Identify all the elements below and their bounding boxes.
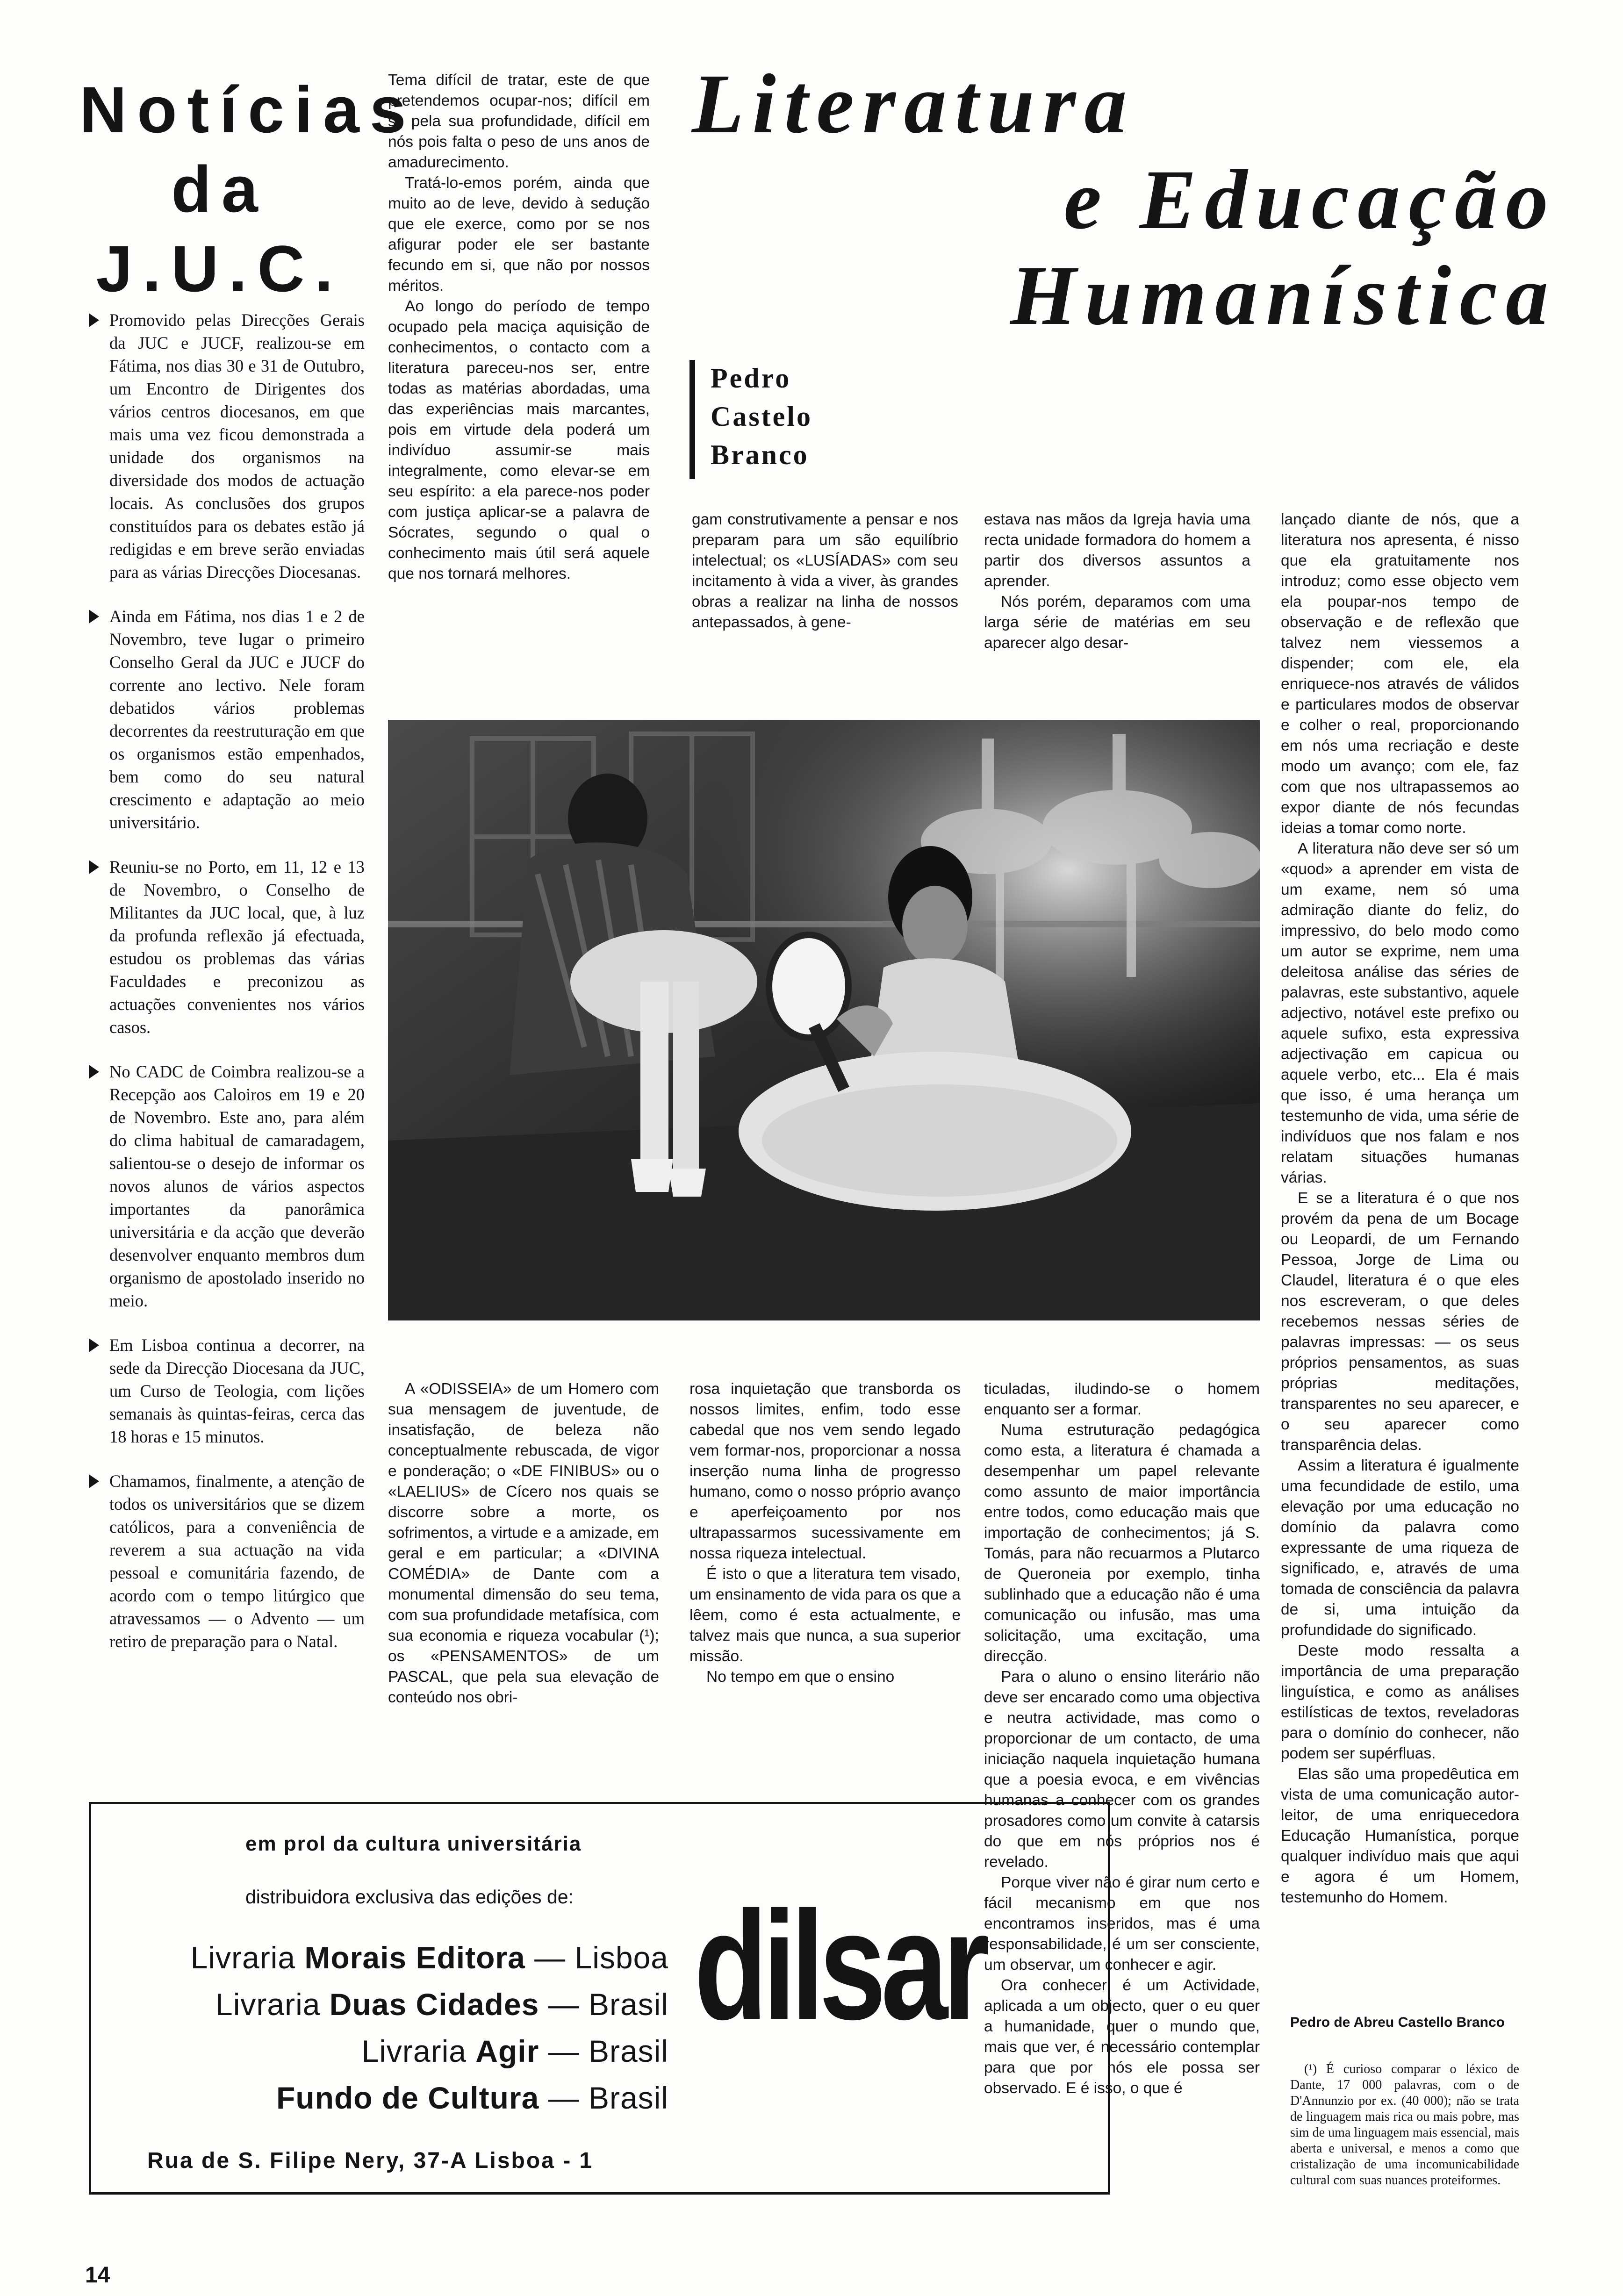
article-paragraph: A «ODISSEIA» de um Homero com sua mensagem de juventude, de insatisfação, de beleza não conceptualmente rebuscada, de vigor e ponderação; o «DE FINIBUS» ou o «LAELIUS» de Cícero nos quais se discorre sobre a morte, os sofrimentos, a virtude e a amizade, em geral e em particular; a «DIVINA COMÉDIA» de Dante com a monumental dimensão do seu tema, com sua profundidade metafísica, com sua economia e riqueza vocabular (¹); os «PENSAMENTOS» de um PASCAL, que pela sua elevação de conteúdo nos obri-	[388, 1380, 659, 1706]
juc-title-line-3: J.U.C.	[96, 232, 344, 305]
juc-news-title	[79, 70, 417, 309]
ad-publisher-prefix: Livraria	[190, 1940, 305, 1975]
juc-news-item	[89, 855, 365, 1039]
bullet-triangle-icon	[89, 1065, 99, 1079]
article-paragraph: Deste modo ressalta a importância de uma preparação linguística, e como as análises estilísticas de textos, reveladoras para o domínio do conhecer, não podem ser supérfluas.	[1281, 1642, 1519, 1762]
juc-news-item	[89, 605, 365, 834]
article-paragraph: estava nas mãos da Igreja havia uma recta unidade formadora do homem a partir dos diversos assuntos a aprender.	[984, 511, 1250, 590]
article-title-line-2: e Educação	[1063, 153, 1557, 247]
article-paragraph: Elas são uma propedêutica em vista de uma comunicação autor-leitor, de uma enriquecedora Educação Humanística, porque qualquer indivíduo mais que aqui e agora é um Homem, testemunho do Homem.	[1281, 1765, 1519, 1906]
article-footnote	[1290, 2061, 1519, 2188]
ad-publisher-line	[215, 1987, 668, 2022]
ad-publisher-name: Agir	[475, 2034, 539, 2068]
author-line: Branco	[711, 439, 809, 470]
article-paragraph: ticuladas, iludindo-se o homem enquanto ser a formar.	[984, 1380, 1260, 1418]
article-paragraph: gam construtivamente a pensar e nos preparam para um são equilíbrio intelectual; os «LUSÍADAS» com seu incitamento à vida a viver, às grandes obras a realizar na linha de nossos antepassados, à gene-	[692, 511, 958, 631]
article-paragraph: Assim a literatura é igualmente uma fecundidade de estilo, uma elevação por uma educação no domínio da palavra como expressante de uma riqueza de significado, e, através de uma tomada de consciência da palavra de si, uma intuição da profundidade do significado.	[1281, 1457, 1519, 1639]
ad-publisher-name: Morais Editora	[304, 1940, 525, 1975]
article-paragraph: No tempo em que o ensino	[706, 1668, 895, 1686]
article-paragraph: Tratá-lo-emos porém, ainda que muito ao de leve, devido à sedução que ele exerce, como por se nos afigurar poder ele ser bastante fecundo em si, que não por nossos méritos.	[388, 174, 650, 294]
ad-publisher-name: Fundo de Cultura	[276, 2081, 539, 2115]
bullet-triangle-icon	[89, 1338, 99, 1352]
ad-publisher-line	[362, 2033, 668, 2069]
article-author	[711, 359, 812, 474]
article-paragraph: Nós porém, deparamos com uma larga série de matérias em seu aparecer algo desar-	[984, 593, 1250, 652]
juc-title-line-1: Notícias	[79, 73, 417, 146]
juc-news-text: Reuniu-se no Porto, em 11, 12 e 13 de Novembro, o Conselho de Militantes da JUC local, que, à luz da profunda reflexão já efectuada, estudou os problemas das várias Faculdades e preconizou as actuações convenientes nos vários casos.	[109, 857, 365, 1037]
juc-news-text: Promovido pelas Direcções Gerais da JUC e JUCF, realizou-se em Fátima, nos dias 30 e 31 de Outubro, um Encontro de Dirigentes dos vários centros diocesanos, em que mais uma vez ficou demonstrada a unidade dos organismos na diversidade dos modos de actuação locais. As conclusões dos grupos constituídos para os debates estão já redigidas e em breve serão enviadas para as várias Direcções Diocesanas.	[109, 310, 365, 581]
juc-news-item	[89, 1060, 365, 1312]
author-line: Pedro	[711, 363, 791, 394]
bullet-triangle-icon	[89, 313, 99, 327]
juc-news-list	[89, 309, 365, 1674]
ad-publisher-prefix: Livraria	[361, 2034, 476, 2068]
article-paragraph: Numa estruturação pedagógica como esta, a literatura é chamada a desempenhar um papel relevante como assunto de maior importância entre todos, como educação mais que importação de conhecimentos; já S. Tomás, para não recuarmos a Plutarco de Queroneia por exemplo, tinha sublinhado que a educação não é uma comunicação ou infusão, mas uma solicitação, uma excitação, uma direcção.	[984, 1421, 1260, 1665]
article-column-5	[388, 1379, 659, 1708]
juc-news-text: No CADC de Coimbra realizou-se a Recepção aos Caloiros em 19 e 20 de Novembro. Este ano, para além do clima habitual de camaradagem, salientou-se o desejo de informar os novos alunos de vários aspectos importantes da panorâmica universitária e da acção que deverão desenvolver enquanto membros dum organismo de apostolado inserido no meio.	[109, 1062, 365, 1310]
dilsar-advertisement	[89, 1802, 1110, 2195]
ad-tagline: em prol da cultura universitária	[245, 1832, 582, 1855]
ad-publisher-line	[191, 1940, 668, 1975]
ad-distributor-line: distribuidora exclusiva das edições de:	[245, 1886, 574, 1908]
ad-publisher-prefix: Livraria	[215, 1987, 330, 2022]
juc-news-item	[89, 1470, 365, 1653]
ad-publisher-place: — Brasil	[539, 1987, 668, 2022]
article-title-line-3: Humanística	[1010, 249, 1557, 343]
article-signature: Pedro de Abreu Castello Branco	[1290, 2015, 1505, 2030]
author-line: Castelo	[711, 401, 812, 432]
article-paragraph: Ao longo do período de tempo ocupado pela maciça aquisição de conhecimentos, o contacto com a literatura pareceu-nos ser, entre todas as matérias abordadas, uma das experiências mais marcantes, pois em virtude dela poderá um indivíduo assumir-se mais integralmente, como elevar-se em seu espírito: a ela parece-nos poder com justiça aplicar-se a palavra de Sócrates, segundo o qual o conhecimento mais útil será aquele que nos tornará melhores.	[388, 298, 650, 582]
juc-news-text: Em Lisboa continua a decorrer, na sede da Direcção Diocesana da JUC, um Curso de Teologia, com lições semanais às quintas-feiras, cerca das 18 horas e 15 minutos.	[109, 1335, 365, 1446]
ad-publisher-place: — Brasil	[539, 2034, 668, 2068]
juc-news-item	[89, 309, 365, 583]
article-column-6	[689, 1379, 961, 1687]
bullet-triangle-icon	[89, 610, 99, 624]
footnote-text: (¹) É curioso comparar o léxico de Dante, 17 000 palavras, com o de D'Annunzio por ex. (40 000); não se trata de linguagem mais rica ou mais pobre, mas sim de uma linguagem mais essencial, mais aberta e universal, e menos a como que cristalização de uma incomunicabilidade cultural com suas nuances proteiformes.	[1290, 2062, 1519, 2188]
article-paragraph: Porque viver não é girar num certo e fácil mecanismo em que nos encontramos inseridos, mas é uma responsabilidade, é um ser consciente, um observar, um conhecer e agir.	[984, 1874, 1260, 1973]
article-title	[654, 56, 1566, 344]
author-rule	[689, 360, 695, 479]
page-number: 14	[85, 2263, 110, 2288]
juc-news-item	[89, 1334, 365, 1448]
juc-title-line-2: da	[171, 152, 268, 226]
article-paragraph: rosa inquietação que transborda os nossos limites, enfim, todo esse cabedal que nos vem sendo legado vem formar-nos, proporcionar a nossa inserção numa linha de progresso humano, como o nosso próprio avanço e aperfeiçoamento por nos ultrapassarmos sucessivamente em nossa riqueza intelectual.	[689, 1380, 961, 1562]
article-column-2	[692, 509, 958, 633]
ad-address: Rua de S. Filipe Nery, 37-A Lisboa - 1	[147, 2148, 594, 2173]
ad-publisher-place: — Lisboa	[525, 1940, 668, 1975]
article-title-line-1: Literatura	[692, 57, 1135, 151]
ad-publisher-place: — Brasil	[539, 2081, 668, 2115]
article-paragraph: lançado diante de nós, que a literatura nos apresenta, é nisso que ela gratuitamente nos introduz; como esse objecto vem ela poupar-nos tempo de observação e de reflexão que talvez nem viessemos a dispender; com ele, ela enriquece-nos através de válidos e particulares modos de observar e colher o real, proporcionando em nós uma recriação e deste modo um avanço; com ele, faz com que nos ultrapassemos ao expor diante de nós fecundas ideias a tomar como norte.	[1281, 511, 1519, 837]
ballet-dancers-photo	[388, 720, 1260, 1320]
article-paragraph: A literatura não deve ser só um «quod» a aprender em vista de um exame, nem só uma admiração diante do feliz, do impressivo, do belo modo como um autor se exprime, nem uma deleitosa análise das séries de palavras, este substantivo, aquele adjectivo, notável este prefixo ou aquele sufixo, esta expressiva adjectivação em capicua ou aquele verbo, etc... Ela é mais que isso, é uma herança um testemunho de vida, uma série de indivíduos que nos falam e nos relatam situações humanas várias.	[1281, 840, 1519, 1186]
article-paragraph: Ora conhecer é um Actividade, aplicada a um objecto, quer o eu quer a humanidade, quer o mundo que, mais que ver, é necessário contemplar para que por nós ele possa ser observado. E é isso, o que é	[984, 1977, 1260, 2097]
bullet-triangle-icon	[89, 1474, 99, 1488]
article-paragraph: E se a literatura é o que nos provém da pena de um Bocage ou Leopardi, de um Fernando Pessoa, Jorge de Lima ou Claudel, literatura é o que eles nos escreveram, o que deles recebemos nessas séries de palavras impressas: — os seus próprios pensamentos, as suas próprias meditações, transparentes no seu aparecer, e o seu aparecer como transparência delas.	[1281, 1190, 1519, 1454]
article-column-3	[984, 509, 1250, 653]
ad-publisher-line	[276, 2080, 668, 2116]
juc-news-text: Chamamos, finalmente, a atenção de todos os universitários que se dizem católicos, para a conveniência de reverem a sua actuação na vida pessoal e comunitária fazendo, de acordo com o tempo litúrgico que atravessamos — o Advento — um retiro de preparação para o Natal.	[109, 1471, 365, 1651]
ad-publisher-name: Duas Cidades	[329, 1987, 539, 2022]
juc-news-text: Ainda em Fátima, nos dias 1 e 2 de Novembro, teve lugar o primeiro Conselho Geral da JUC e JUCF do corrente ano lectivo. Nele foram debatidos vários problemas decorrentes da reestruturação em que os organismos estão empenhados, bem como do seu natural crescimento e adaptação ao meio universitário.	[109, 607, 365, 832]
article-paragraph: É isto o que a literatura tem visado, um ensinamento de vida para os que a lêem, como é esta actualmente, e talvez mais que nunca, a sua superior missão.	[689, 1565, 961, 1665]
dilsar-logo: dilsar	[694, 1879, 985, 2052]
article-paragraph: Para o aluno o ensino literário não deve ser encarado como uma objectiva e neutra actividade, mas como o proporcionar de um contacto, de uma iniciação naquela inquietação humana que a poesia evoca, e em vivências humanas a conhecer com os grandes prosadores como um convite à catarsis do que em nós próprios nos é revelado.	[984, 1668, 1260, 1871]
bullet-triangle-icon	[89, 860, 99, 874]
article-column-4	[1281, 509, 1519, 1908]
article-paragraph: Tema difícil de tratar, este de que pretendemos ocupar-nos; difícil em si, pela sua profundidade, difícil em nós pois falta o peso de uns anos de amadurecimento.	[388, 72, 650, 171]
article-intro-column	[388, 70, 650, 584]
